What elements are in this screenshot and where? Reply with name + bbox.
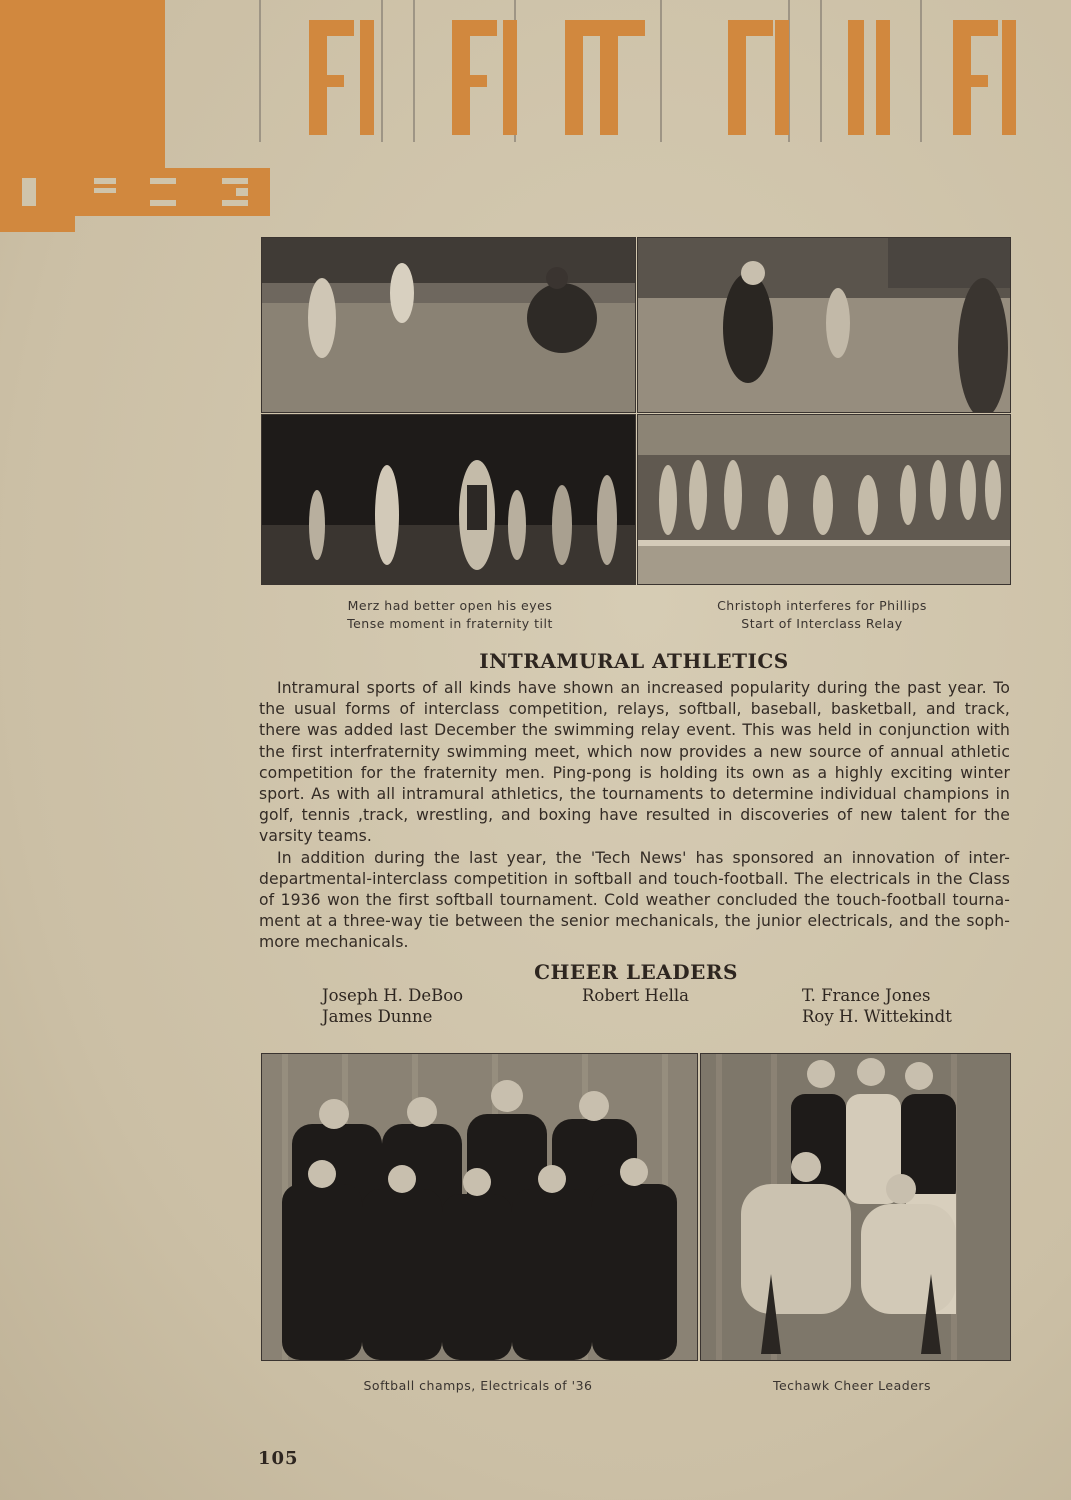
intramural-paragraph-1: Intramural sports of all kinds have shown an increased popularity during the past year. To the usual forms of interclass competition, relays, softball, baseball, basketball, and track, there was added last December the swimming relay event. This was held in conjunction with the first interfraternity swimming meet, which now provides a new source of annual athletic competition for the fraternity men. Ping-pong is holding its own as a highly exciting winter sport. As with all intramural athletics, the tournaments to determine individual champions in golf, tennis ,track, wrestling, and boxing have resulted in discoveries of new talent for the varsity teams. — [259, 679, 1010, 846]
caption-top-left-line1: Merz had better open his eyes — [347, 598, 553, 613]
cheer-leader-name: T. France Jones — [802, 986, 931, 1005]
intramural-title: INTRAMURAL ATHLETICS — [479, 649, 789, 673]
photo-swimming-relay — [637, 414, 1011, 585]
cheer-leaders-title: CHEER LEADERS — [534, 960, 738, 984]
page-number: 105 — [258, 1448, 299, 1469]
photo-basketball — [261, 414, 636, 585]
photo-softball-champs — [261, 1053, 698, 1361]
intramural-paragraph-2: In addition during the last year, the 'Tech News' has sponsored an innovation of inter-departmental-interclass competition in softball and touch-football. The electricals in the Class of 1936 won the first softball tournament. Cold weather concluded the touch-football tourna-ment at a three-way tie between the senior mechanicals, the junior electricals, and the soph-more mechanicals. — [259, 848, 1010, 952]
intramural-body — [259, 678, 1010, 954]
photo-softball-play — [261, 237, 636, 413]
photo-cheer-leaders — [700, 1053, 1011, 1361]
cheer-leader-name: Roy H. Wittekindt — [802, 1007, 952, 1026]
photo-football-play — [637, 237, 1011, 413]
header-letter-glyphs — [0, 0, 1071, 145]
caption-top-right-line1: Christoph interferes for Phillips — [717, 598, 927, 613]
caption-top-left-line2: Tense moment in fraternity tilt — [347, 616, 553, 631]
caption-cheer-leaders: Techawk Cheer Leaders — [772, 1378, 932, 1393]
cheer-leader-name: Joseph H. DeBoo — [322, 986, 464, 1005]
year-logo — [0, 160, 270, 232]
caption-top-right-line2: Start of Interclass Relay — [741, 616, 903, 631]
caption-softball-champs: Softball champs, Electricals of '36 — [363, 1378, 593, 1393]
cheer-leader-name: James Dunne — [322, 1007, 433, 1026]
cheer-leader-name: Robert Hella — [582, 986, 689, 1005]
